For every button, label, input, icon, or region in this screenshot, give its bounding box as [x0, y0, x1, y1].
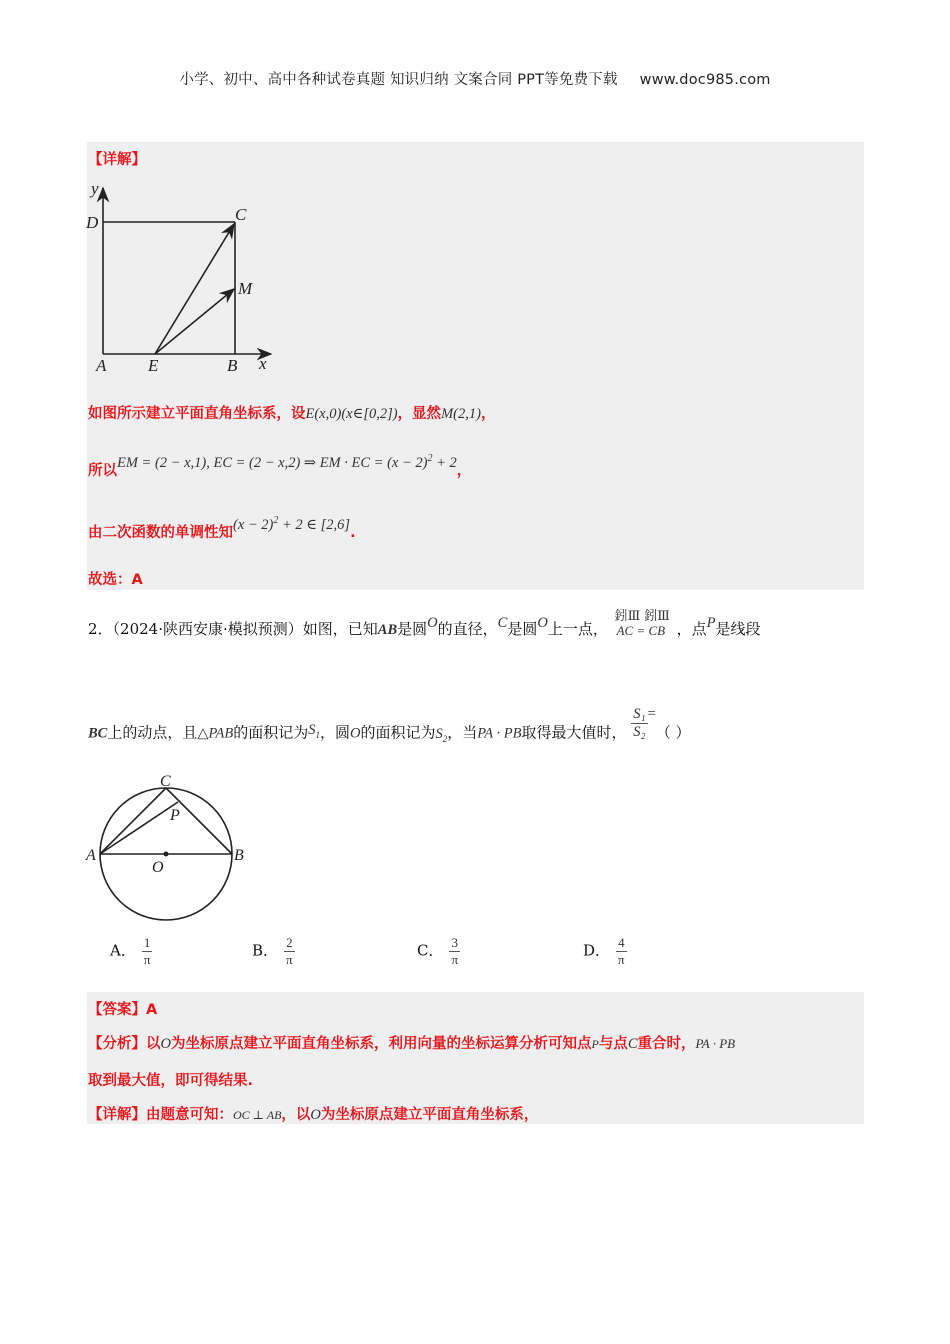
solution-1-line-2: 所以EM = (2 − x,1), EC = (2 − x,2) ⇒ EM · EC = $(x - 2)^2 + 2$， [88, 453, 472, 479]
option-A[interactable]: A． $\frac{1}{\pi}$ [110, 935, 151, 967]
chord-AC [100, 788, 166, 854]
label-B: B [227, 356, 238, 375]
label-E: E [148, 356, 159, 375]
header-text: 小学、初中、高中各种试卷真题 知识归纳 文案合同 PPT等免费下载 [179, 72, 618, 88]
answer-label: 【答案】A [88, 1002, 158, 1018]
arc-equality: 鈏Ⅲ 鈏Ⅲ AC = CB [614, 609, 670, 638]
label-M: M [238, 279, 253, 298]
label-B2: B [234, 847, 244, 864]
analysis-line-1: 【分析】以O为坐标原点建立平面直角坐标系，利用向量的坐标运算分析可知点P与点C重合时，PA · PB [88, 1036, 736, 1052]
option-B[interactable]: B． $\frac{2}{\pi}$ [252, 935, 293, 967]
segment-AP [100, 802, 178, 854]
math-M-def: M(2,1) [441, 406, 481, 422]
detail-line: 【详解】由题意可知：OC ⊥ AB，以O为坐标原点建立平面直角坐标系， [88, 1107, 539, 1123]
center-point [164, 852, 169, 857]
label-C2: C [160, 773, 171, 790]
header-url: www.doc985.com [639, 72, 771, 88]
label-O: O [152, 859, 164, 876]
label-C: C [235, 205, 247, 224]
page-header [0, 68, 950, 89]
vector-EC [155, 224, 234, 354]
math-E-def: E(x,0)(x∈[0,2]) [305, 406, 398, 422]
solution-1-label: 【详解】 [88, 152, 146, 168]
label-A2: A [86, 847, 96, 864]
solution-1-line-3: 由二次函数的单调性知$(x - 2)^2 + 2$ ∈ [2,6]. [88, 515, 356, 541]
math-vectors: EM = (2 − x,1), EC = (2 − x,2) ⇒ EM · EC = $(x - 2)^2 + 2$ [117, 453, 457, 471]
option-C[interactable]: C． $\frac{3}{\pi}$ [417, 935, 459, 967]
label-D: D [86, 213, 99, 232]
square-vector-figure [85, 176, 285, 376]
label-A: A [96, 356, 107, 375]
math-range: $(x - 2)^2 + 2$ ∈ [2,6] [233, 515, 351, 533]
label-x: x [259, 354, 267, 373]
label-y: y [91, 179, 99, 198]
question-2-line-2: BC上的动点，且△PAB的面积记为$S_1$，圆O的面积记为$S_2$，当PA · PB取得最大值时， $\frac{\text{S₁}}{\text{S₂}}$ =（ ） [88, 705, 691, 744]
vector-EM [155, 289, 234, 354]
question-2-line-1: 2．（2024·陕西安康·模拟预测）如图，已知AB是圆O的直径，C是圆O上一点， 鈏Ⅲ 鈏Ⅲ AC = CB ，点P是线段 [88, 609, 761, 638]
analysis-line-2: 取到最大值，即可得结果. [88, 1073, 254, 1089]
solution-1-line-1: 如图所示建立平面直角坐标系，设E(x,0)(x∈[0,2])，显然M(2,1)， [88, 406, 496, 422]
option-D[interactable]: D． $\frac{4}{\pi}$ [583, 935, 625, 967]
label-P: P [170, 807, 180, 824]
fraction-S1-S2: $\frac{\text{S₁}}{\text{S₂}}$ [633, 706, 646, 740]
circle-figure [82, 770, 262, 925]
solution-1-answer: 故选：A [88, 572, 143, 588]
